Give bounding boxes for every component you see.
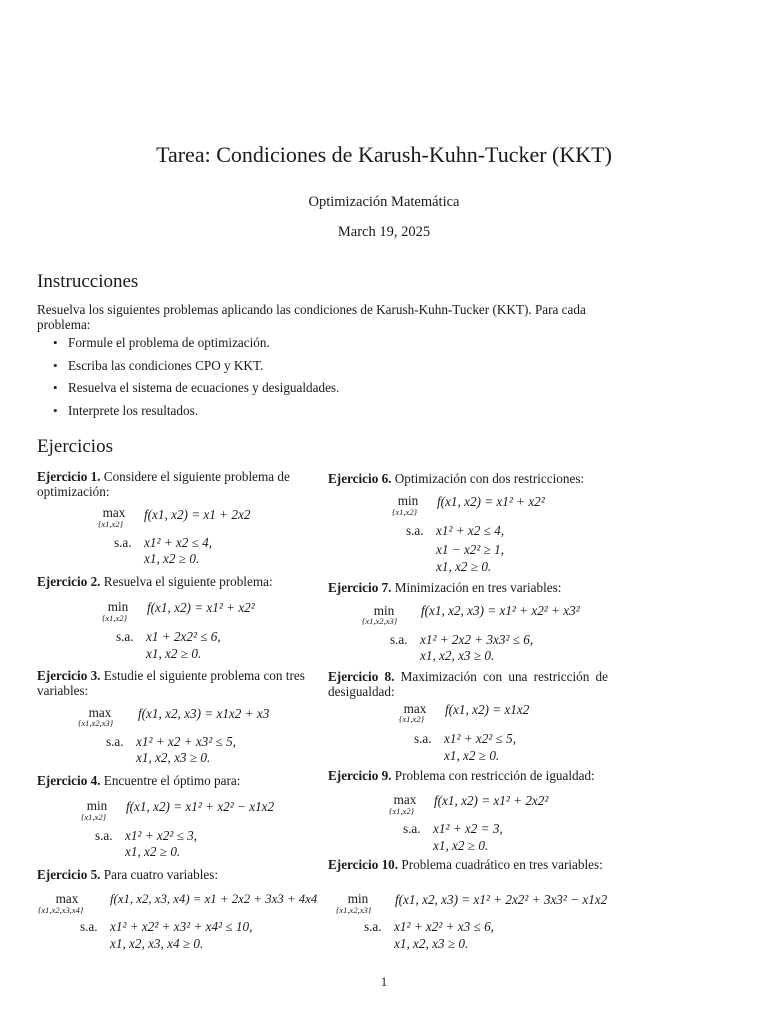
exercise-text: Problema con restricción de igualdad: — [394, 768, 595, 783]
exercise-label: Ejercicio 7. — [328, 580, 392, 595]
exercise-label: Ejercicio 8. — [328, 669, 395, 684]
exercise-text: Optimización con dos restricciones: — [394, 471, 585, 486]
operator: max — [403, 701, 427, 716]
constraint: x1, x2, x3 ≥ 0. — [136, 750, 211, 765]
exercise-text: Estudie el siguiente problema con tres variables: — [37, 668, 305, 698]
exercise-8 — [328, 670, 608, 699]
operator-subscript: {x1,x2} — [389, 806, 414, 816]
objective-function: f(x1, x2) = x1² + x2² — [147, 600, 255, 615]
bullet-icon: • — [53, 335, 58, 350]
constraint: x1, x2, x3 ≥ 0. — [420, 648, 495, 663]
instructions-list — [53, 334, 339, 424]
objective-function: f(x1, x2, x3) = x1² + 2x2² + 3x3² − x1x2 — [395, 892, 608, 907]
constraint: x1² + x2 ≤ 4, — [436, 523, 505, 538]
exercise-text: Minimización en tres variables: — [394, 580, 562, 595]
operator: max — [88, 705, 112, 720]
bullet-icon: • — [53, 402, 58, 418]
constraint: x1² + 2x2 + 3x3² ≤ 6, — [420, 632, 534, 647]
operator-subscript: {x1,x2,x3} — [78, 718, 114, 728]
constraint: x1, x2, x3, x4 ≥ 0. — [110, 936, 204, 951]
exercise-label: Ejercicio 4. — [37, 773, 101, 788]
exercise-3 — [37, 669, 319, 698]
exercise-label: Ejercicio 9. — [328, 768, 392, 783]
exercise-label: Ejercicio 1. — [37, 469, 101, 484]
instruction-item: • Resuelva el sistema de ecuaciones y desigualdades. — [53, 380, 340, 395]
constraint: x1² + x2² + x3 ≤ 6, — [394, 919, 494, 934]
constraint: x1² + x2² ≤ 3, — [125, 828, 198, 843]
operator: min — [347, 891, 369, 906]
constraint: x1² + x2 ≤ 4, — [144, 535, 213, 550]
constraint: x1 − x2² ≥ 1, — [436, 542, 505, 557]
subject-to-label: s.a. — [116, 629, 134, 644]
exercise-text: Encuentre el óptimo para: — [103, 773, 241, 788]
constraint: x1² + x2² + x3² + x4² ≤ 10, — [110, 919, 253, 934]
exercise-text: Considere el siguiente problema de optimización: — [37, 469, 290, 499]
objective-function: f(x1, x2) = x1 + 2x2 — [144, 507, 251, 522]
subject-to-label: s.a. — [106, 734, 124, 749]
objective-function: f(x1, x2) = x1² + x2² − x1x2 — [126, 799, 275, 814]
constraint: x1 + 2x2² ≤ 6, — [146, 629, 221, 644]
exercise-1 — [37, 470, 317, 499]
constraint: x1, x2, x3 ≥ 0. — [394, 936, 469, 951]
subject-to-label: s.a. — [95, 828, 113, 843]
operator-subscript: {x1,x2} — [399, 714, 424, 724]
exercise-5 — [37, 868, 317, 883]
bullet-icon: • — [53, 357, 58, 373]
document-date: March 19, 2025 — [337, 224, 431, 240]
exercise-text: Maximización con una restricción de desigualdad: — [328, 669, 608, 699]
exercise-label: Ejercicio 5. — [37, 867, 101, 882]
subject-to-label: s.a. — [406, 523, 424, 538]
constraint: x1² + x2² ≤ 5, — [444, 731, 517, 746]
subject-to-label: s.a. — [403, 821, 421, 836]
exercise-text: Problema cuadrático en tres variables: — [401, 857, 603, 872]
subject-to-label: s.a. — [390, 632, 408, 647]
constraint: x1, x2 ≥ 0. — [436, 559, 492, 574]
operator: min — [86, 798, 108, 813]
exercise-7 — [328, 581, 610, 596]
operator-subscript: {x1,x2} — [81, 812, 106, 822]
objective-function: f(x1, x2, x3) = x1² + x2² + x3² — [421, 603, 580, 618]
exercise-label: Ejercicio 10. — [328, 857, 399, 872]
exercise-9 — [328, 769, 610, 784]
subject-to-label: s.a. — [414, 731, 432, 746]
exercise-label: Ejercicio 3. — [37, 668, 101, 683]
document-title: Tarea: Condiciones de Karush-Kuhn-Tucker (KKT) — [156, 142, 612, 167]
exercise-text: Para cuatro variables: — [103, 867, 219, 882]
operator-subscript: {x1,x2,x3} — [362, 616, 398, 626]
exercise-2 — [37, 575, 317, 590]
constraint: x1, x2 ≥ 0. — [125, 844, 181, 859]
subject-to-label: s.a. — [364, 919, 382, 934]
objective-function: f(x1, x2, x3, x4) = x1 + 2x2 + 3x3 + 4x4 — [110, 892, 318, 906]
exercise-6 — [328, 472, 610, 487]
operator: min — [373, 603, 395, 618]
exercise-label: Ejercicio 6. — [328, 471, 392, 486]
constraint: x1, x2 ≥ 0. — [433, 838, 489, 853]
objective-function: f(x1, x2) = x1² + x2² — [437, 494, 545, 509]
exercises-heading: Ejercicios — [37, 436, 113, 457]
course-name: Optimización Matemática — [308, 194, 460, 210]
operator: max — [393, 792, 417, 807]
operator: max — [55, 891, 79, 906]
operator: min — [397, 493, 419, 508]
instruction-item: • Escriba las condiciones CPO y KKT. — [53, 357, 264, 373]
operator-subscript: {x1,x2} — [98, 519, 123, 529]
constraint: x1² + x2 = 3, — [433, 821, 503, 836]
operator-subscript: {x1,x2,x3,x4} — [38, 905, 84, 915]
exercise-text: Resuelva el siguiente problema: — [103, 574, 273, 589]
constraint: x1² + x2 + x3² ≤ 5, — [136, 734, 236, 749]
objective-function: f(x1, x2, x3) = x1x2 + x3 — [138, 706, 270, 721]
subject-to-label: s.a. — [80, 919, 98, 934]
instruction-item: • Formule el problema de optimización. — [53, 335, 270, 350]
constraint: x1, x2 ≥ 0. — [444, 748, 500, 763]
instructions-heading: Instrucciones — [37, 271, 139, 292]
exercise-10 — [328, 858, 608, 873]
constraint: x1, x2 ≥ 0. — [144, 551, 200, 566]
objective-function: f(x1, x2) = x1x2 — [445, 702, 530, 717]
page-number: 1 — [380, 974, 388, 989]
exercise-4 — [37, 774, 317, 789]
constraint: x1, x2 ≥ 0. — [146, 646, 202, 661]
instructions-intro: Resuelva los siguientes problemas aplicando las condiciones de Karush-Kuhn-Tucker (KKT). Para cada problema: — [37, 302, 586, 332]
operator-subscript: {x1,x2} — [392, 507, 417, 517]
operator: min — [107, 599, 129, 614]
bullet-icon: • — [53, 380, 58, 395]
exercise-label: Ejercicio 2. — [37, 574, 101, 589]
subject-to-label: s.a. — [114, 535, 132, 550]
operator-subscript: {x1,x2} — [102, 613, 127, 623]
operator: max — [102, 505, 126, 520]
objective-function: f(x1, x2) = x1² + 2x2² — [434, 793, 549, 808]
instruction-item: • Interprete los resultados. — [53, 402, 199, 418]
operator-subscript: {x1,x2,x3} — [336, 905, 372, 915]
